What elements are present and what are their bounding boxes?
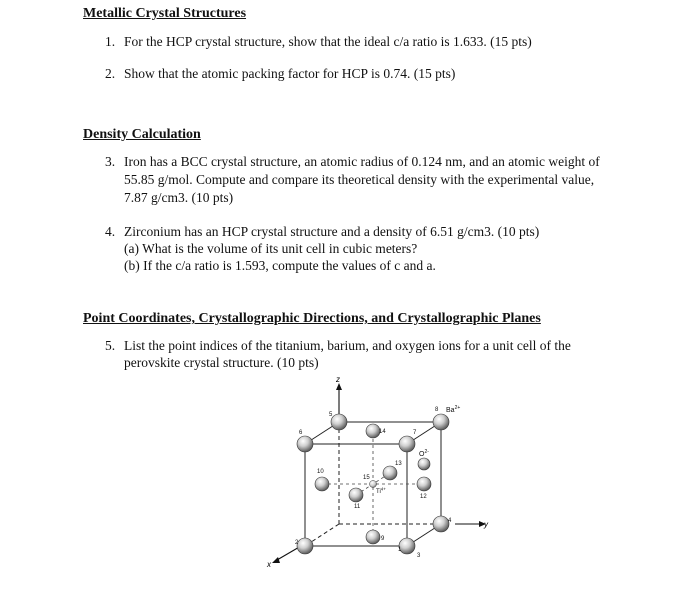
x-axis-arrow-icon — [272, 557, 280, 563]
face-atom-13 — [383, 466, 397, 480]
point-label-4: 4 — [448, 518, 452, 524]
point-label-11: 11 — [354, 504, 361, 510]
face-atom-9 — [366, 530, 380, 544]
question-3-line-2: 55.85 g/mol. Compute and compare its theoretical density with the experimental value, — [124, 172, 595, 187]
corner-atom-6 — [297, 436, 313, 452]
point-label-12: 12 — [420, 494, 427, 500]
corner-atom-8 — [433, 414, 449, 430]
point-label-8: 8 — [435, 407, 439, 413]
section-title-density-calculation: Density Calculation — [83, 127, 201, 142]
center-atom-15 — [370, 481, 377, 488]
face-atom-11 — [349, 488, 363, 502]
point-label-7: 7 — [413, 430, 417, 436]
oxygen-legend-atom — [418, 458, 430, 470]
z-axis-label: z — [336, 375, 340, 384]
y-axis-label: y — [484, 520, 488, 529]
question-4-part-a: (a) What is the volume of its unit cell in cubic meters? — [124, 241, 418, 256]
point-label-1: 1 — [398, 547, 402, 553]
question-4-line-1: Zirconium has an HCP crystal structure and a density of 6.51 g/cm3. (10 pts) — [124, 224, 540, 239]
point-label-10: 10 — [317, 469, 324, 475]
barium-ion-label: $Ba^{2+}$ — [446, 405, 461, 414]
face-atom-10 — [315, 477, 329, 491]
question-4-number: 4. — [105, 224, 116, 239]
x-axis-label: x — [267, 560, 271, 569]
question-4-part-b: (b) If the c/a ratio is 1.593, compute the values of c and a. — [124, 258, 436, 273]
point-label-3: 3 — [417, 553, 421, 559]
point-label-15: 15 — [363, 475, 370, 481]
question-3-line-3: 7.87 g/cm3. (10 pts) — [124, 190, 234, 205]
question-2-text: Show that the atomic packing factor for HCP is 0.74. (15 pts) — [124, 66, 456, 81]
section-title-point-coordinates: Point Coordinates, Crystallographic Directions, and Crystallographic Planes — [83, 311, 541, 326]
question-1-text: For the HCP crystal structure, show that the ideal c/a ratio is 1.633. (15 pts) — [124, 34, 532, 49]
face-atom-14 — [366, 424, 380, 438]
question-2-number: 2. — [105, 66, 116, 81]
point-label-6: 6 — [299, 430, 303, 436]
corner-atom-2 — [297, 538, 313, 554]
question-3-number: 3. — [105, 154, 116, 169]
oxygen-ion-label: $O^{2-}$ — [419, 449, 429, 458]
question-5-line-2: perovskite crystal structure. (10 pts) — [124, 355, 319, 370]
point-label-2: 2 — [295, 540, 299, 546]
corner-atom-7 — [399, 436, 415, 452]
corner-atom-3 — [399, 538, 415, 554]
point-label-9: 9 — [381, 536, 385, 542]
question-5-number: 5. — [105, 338, 116, 353]
face-atom-12 — [417, 477, 431, 491]
point-label-14: 14 — [379, 429, 386, 435]
point-label-5: 5 — [329, 412, 333, 418]
corner-atom-4 — [433, 516, 449, 532]
z-axis-arrow-icon — [336, 383, 342, 390]
point-label-13: 13 — [395, 461, 402, 467]
section-title-metallic-crystal-structures: Metallic Crystal Structures — [83, 6, 247, 21]
corner-atom-5 — [331, 414, 347, 430]
question-5-line-1: List the point indices of the titanium, barium, and oxygen ions for a unit cell of the — [124, 338, 571, 353]
perovskite-unit-cell-figure — [255, 374, 500, 574]
question-3-line-1: Iron has a BCC crystal structure, an atomic radius of 0.124 nm, and an atomic weight of — [124, 154, 600, 169]
question-1-number: 1. — [105, 34, 116, 49]
titanium-ion-label: $Ti^{4+}$ — [376, 486, 386, 495]
